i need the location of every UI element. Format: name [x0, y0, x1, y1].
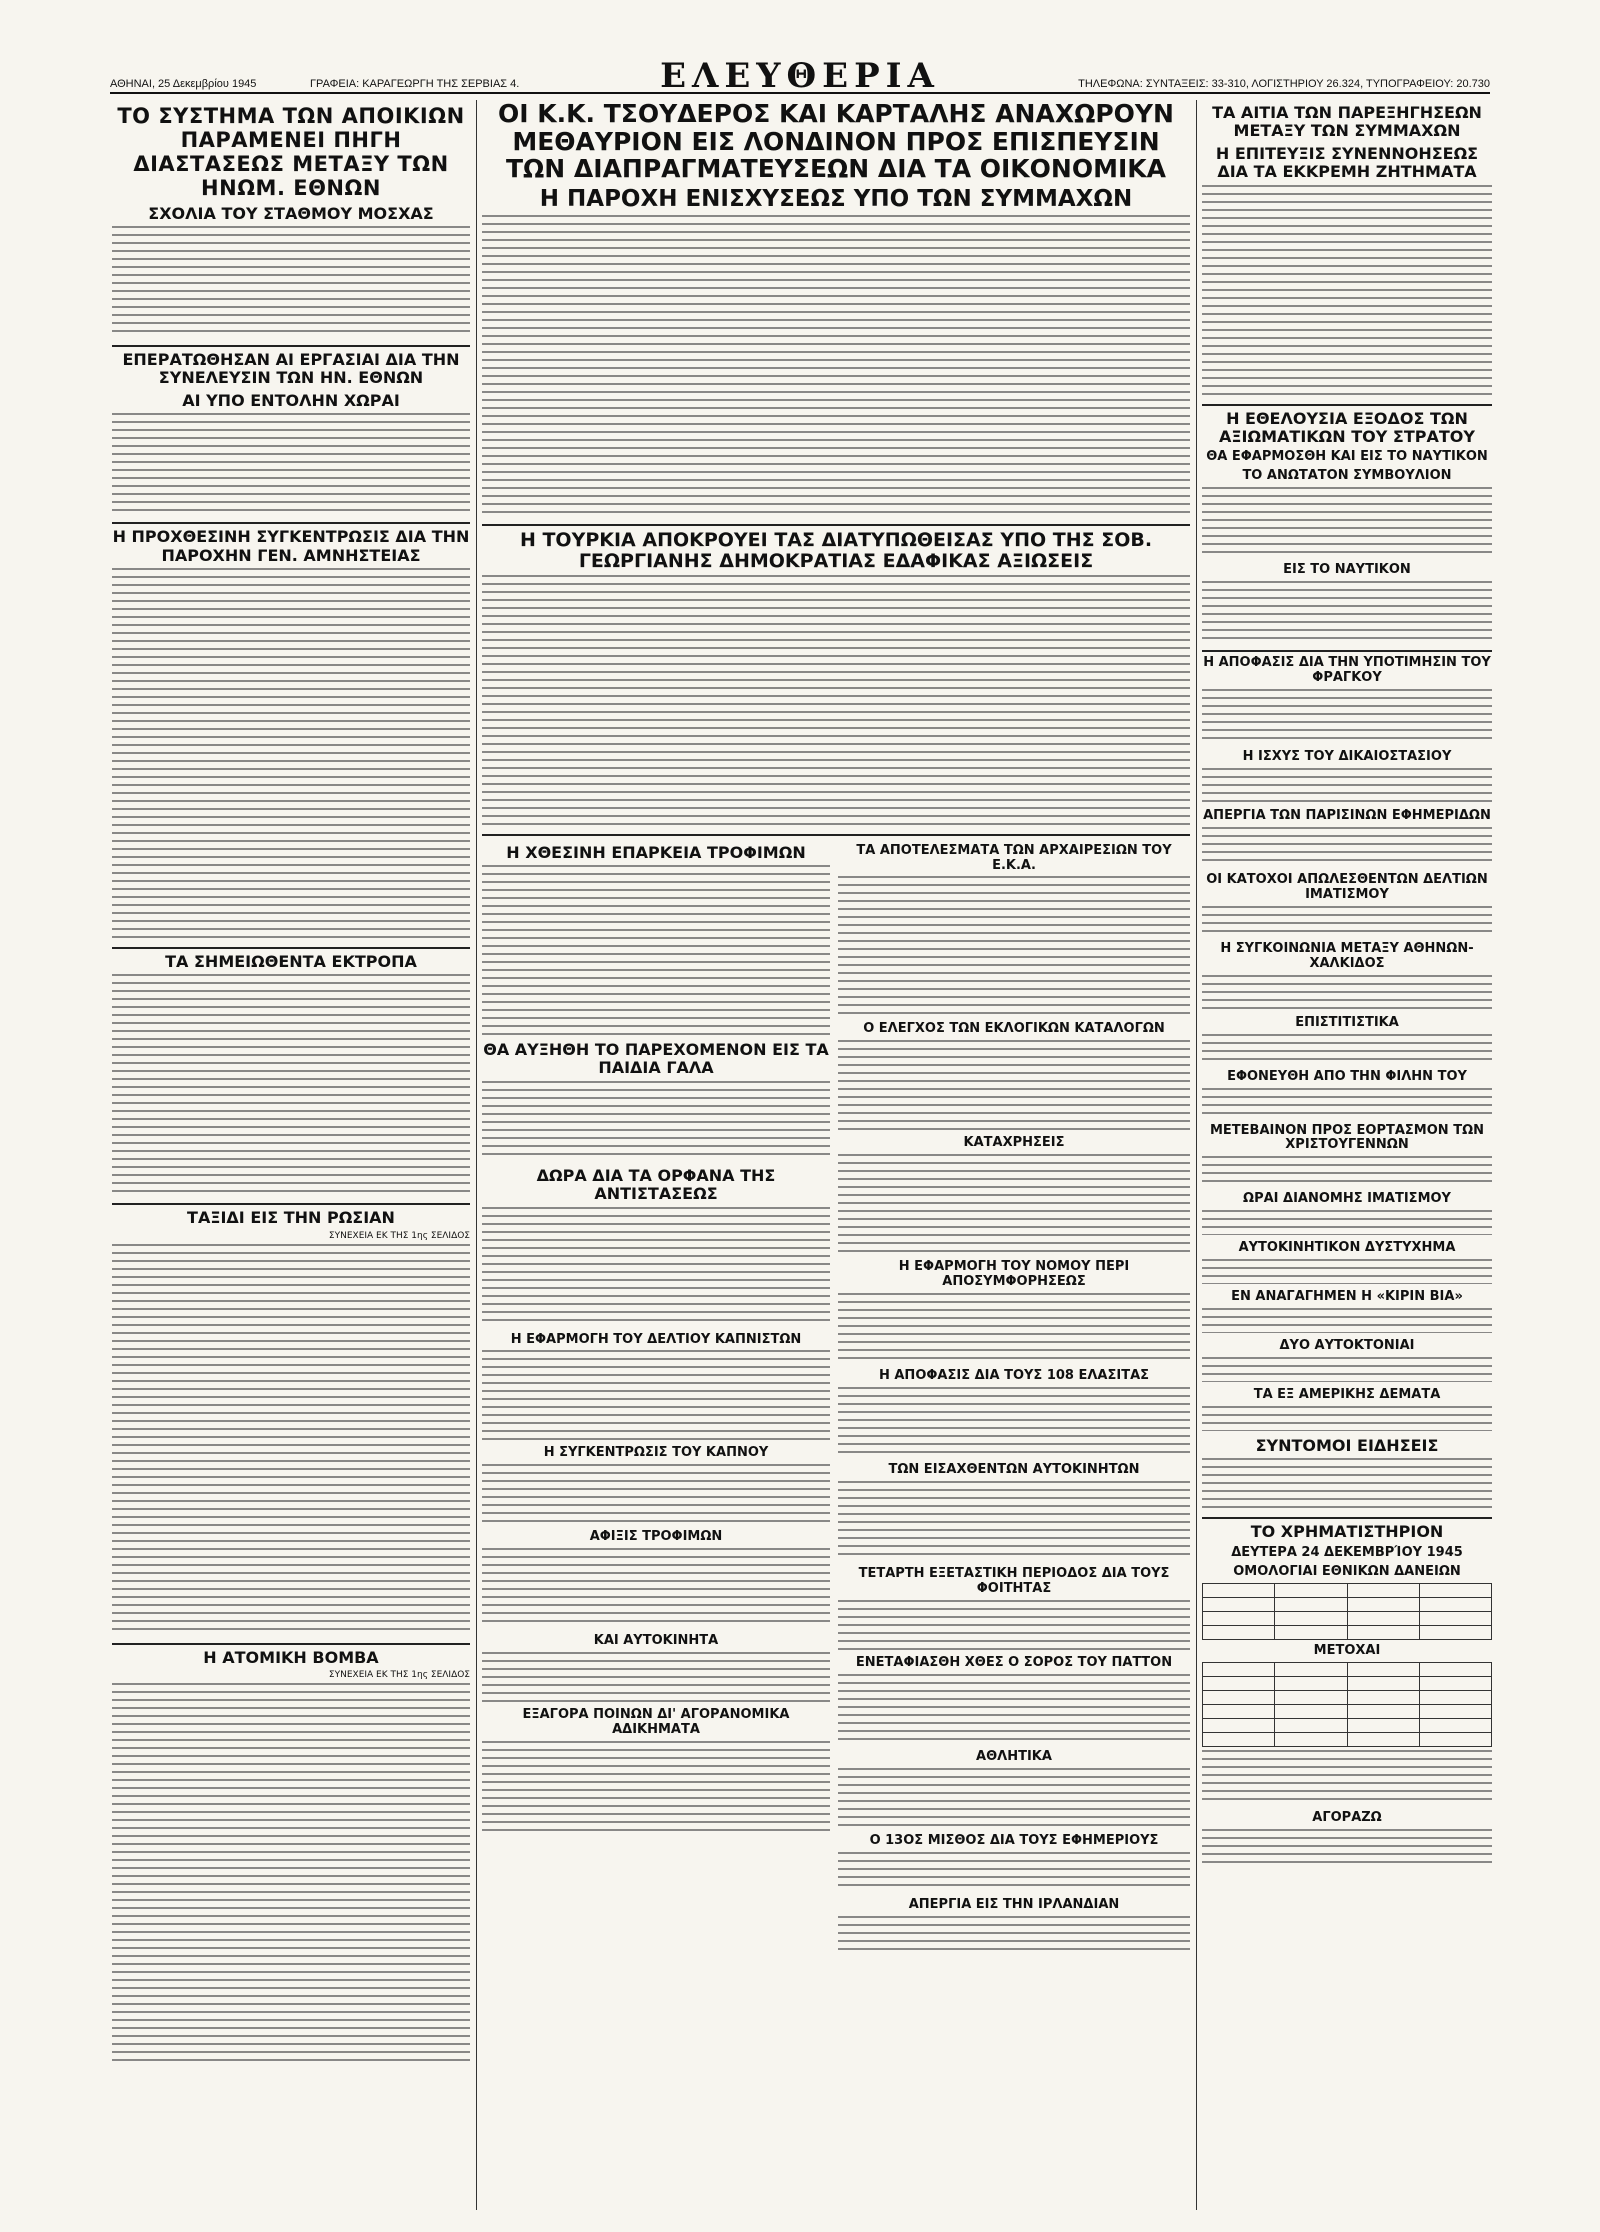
article-headline: Η ΙΣΧΥΣ ΤΟΥ ΔΙΚΑΙΟΣΤΑΣΙΟΥ [1242, 749, 1452, 765]
article-body [1202, 689, 1492, 744]
article-body [1202, 1259, 1492, 1284]
article-headline: ΘΑ ΑΥΞΗΘΗ ΤΟ ΠΑΡΕΧΟΜΕΝΟΝ ΕΙΣ ΤΑ ΠΑΙΔΙΑ ΓΑΛΑ [483, 1039, 829, 1078]
article-headline: Η ΕΦΑΡΜΟΓΗ ΤΟΥ ΔΕΛΤΙΟΥ ΚΑΠΝΙΣΤΩΝ [510, 1331, 802, 1347]
article-headline: ΑΥΤΟΚΙΝΗΤΙΚΟΝ ΔΥΣΤΥΧΗΜΑ [1238, 1240, 1456, 1256]
article-body [838, 876, 1190, 1016]
article-body [482, 1081, 830, 1161]
article-headline: ΤΟ ΣΥΣΤΗΜΑ ΤΩΝ ΑΠΟΙΚΙΩΝ ΠΑΡΑΜΕΝΕΙ ΠΗΓΗ ΔΙΑΣΤΑΣΕΩΣ ΜΕΤΑΞΥ ΤΩΝ ΗΝΩΜ. ΕΘΝΩΝ [117, 104, 465, 201]
left-column [112, 100, 470, 2220]
article-body [838, 1154, 1190, 1254]
article-allies [1202, 104, 1492, 406]
newspaper-title: ΕΛΕΥΘΕΡΙΑ [660, 56, 940, 96]
article-franc [1202, 656, 1492, 1519]
article-body [1202, 827, 1492, 867]
article-headline: Η ΧΘΕΣΙΝΗ ΕΠΑΡΚΕΙΑ ΤΡΟΦΙΜΩΝ [506, 842, 806, 862]
continuation-note: ΣΥΝΕΧΕΙΑ ΕΚ ΤΗΣ 1ης ΣΕΛΙΔΟΣ [328, 1670, 470, 1681]
article-body [838, 1768, 1190, 1828]
article-headline: ΤΑ ΑΠΟΤΕΛΕΣΜΑΤΑ ΤΩΝ ΑΡΧΑΙΡΕΣΙΩΝ ΤΟΥ Ε.Κ.Α. [856, 842, 1172, 873]
article-headline: ΚΑΤΑΧΡΗΣΕΙΣ [963, 1135, 1065, 1151]
article-headline: ΕΞΑΓΟΡΑ ΠΟΙΝΩΝ ΔΙ' ΑΓΟΡΑΝΟΜΙΚΑ ΑΔΙΚΗΜΑΤΑ [522, 1707, 790, 1738]
article-body [1202, 1156, 1492, 1186]
article-headline: ΩΡΑΙ ΔΙΑΝΟΜΗΣ ΙΜΑΤΙΣΜΟΥ [1243, 1191, 1451, 1207]
article-headline: ΤΟ ΧΡΗΜΑΤΙΣΤΗΡΙΟΝ [1250, 1522, 1444, 1542]
article-headline: ΕΦΟΝΕΥΘΗ ΑΠΟ ΤΗΝ ΦΙΛΗΝ ΤΟΥ [1227, 1068, 1467, 1084]
article-body [1202, 1088, 1492, 1118]
lead-story [482, 100, 1190, 526]
article-body [482, 575, 1190, 825]
article-headline: Η ΣΥΓΚΕΝΤΡΩΣΙΣ ΤΟΥ ΚΑΠΝΟΥ [543, 1445, 769, 1461]
article-body [112, 568, 470, 938]
table-row [1203, 1718, 1492, 1732]
article-body [838, 1481, 1190, 1561]
bonds-table [1202, 1583, 1492, 1640]
article-headline: ΤΑ ΕΞ ΑΜΕΡΙΚΗΣ ΔΕΜΑΤΑ [1253, 1387, 1441, 1403]
article-body [1202, 1210, 1492, 1235]
table-row [1203, 1583, 1492, 1597]
article-headline: Η ΑΠΟΦΑΣΙΣ ΔΙΑ ΤΗΝ ΥΠΟΤΙΜΗΣΙΝ ΤΟΥ ΦΡΑΓΚΟΥ [1203, 655, 1491, 686]
article-body [482, 1464, 830, 1524]
article-headline: ΑΘΛΗΤΙΚΑ [976, 1748, 1052, 1764]
article-body [112, 226, 470, 336]
article-body [482, 1652, 830, 1702]
article-headline: ΜΕΤΕΒΑΙΝΟΝ ΠΡΟΣ ΕΟΡΤΑΣΜΟΝ ΤΩΝ ΧΡΙΣΤΟΥΓΕΝΝΩΝ [1209, 1122, 1485, 1153]
phone-line: ΤΗΛΕΦΩΝΑ: ΣΥΝΤΑΞΕΙΣ: 33-310, ΛΟΓΙΣΤΗΡΙΟΥ 26.324, ΤΥΠΟΓΡΑΦΕΙΟΥ: 20.730 [1078, 78, 1490, 90]
article-headline: ΑΦΙΞΙΣ ΤΡΟΦΙΜΩΝ [589, 1529, 723, 1545]
article-headline: ΤΑ ΣΗΜΕΙΩΘΕΝΤΑ ΕΚΤΡΟΠΑ [165, 951, 417, 971]
article-headline: Ο 13ΟΣ ΜΙΣΘΟΣ ΔΙΑ ΤΟΥΣ ΕΦΗΜΕΡΙΟΥΣ [869, 1832, 1159, 1848]
article-headline: ΕΝΕΤΑΦΙΑΣΘΗ ΧΘΕΣ Ο ΣΟΡΟΣ ΤΟΥ ΠΑΤΤΟΝ [855, 1654, 1173, 1670]
article-body [1202, 185, 1492, 395]
continuation-note: ΣΥΝΕΧΕΙΑ ΕΚ ΤΗΣ 1ης ΣΕΛΙΔΟΣ [328, 1230, 470, 1241]
article-body [482, 1548, 830, 1628]
table-row [1203, 1704, 1492, 1718]
article-headline: ΣΥΝΤΟΜΟΙ ΕΙΔΗΣΕΙΣ [1255, 1436, 1439, 1456]
article-body [1202, 906, 1492, 936]
exchange-date: ΔΕΥΤΕΡΑ 24 ΔΕΚΕΜΒΡΊΟΥ 1945 [1231, 1544, 1463, 1560]
article-amnesty [112, 528, 470, 949]
article-headline: ΕΠΕΡΑΤΩΘΗΣΑΝ ΑΙ ΕΡΓΑΣΙΑΙ ΔΙΑ ΤΗΝ ΣΥΝΕΛΕΥΣΙΝ ΤΩΝ ΗΝ. ΕΘΝΩΝ [122, 349, 460, 388]
table-row [1203, 1676, 1492, 1690]
table-row [1203, 1732, 1492, 1746]
article-turkey [482, 530, 1190, 836]
article-body [838, 1387, 1190, 1457]
article-subheadline: ΣΧΟΛΙΑ ΤΟΥ ΣΤΑΘΜΟΥ ΜΟΣΧΑΣ [148, 203, 434, 223]
news-column [838, 840, 1190, 1962]
table-row [1203, 1597, 1492, 1611]
food-column [482, 840, 830, 1838]
section-label: ΜΕΤΟΧΑΙ [1313, 1642, 1381, 1658]
section-label: ΕΙΣ ΤΟ ΝΑΥΤΙΚΟΝ [1283, 562, 1411, 578]
right-column [1202, 100, 1492, 2220]
article-body [1202, 1406, 1492, 1431]
article-headline: Η ΑΠΟΦΑΣΙΣ ΔΙΑ ΤΟΥΣ 108 ΕΛΑΣΙΤΑΣ [878, 1368, 1150, 1384]
article-headline: ΔΩΡΑ ΔΙΑ ΤΑ ΟΡΦΑΝΑ ΤΗΣ ΑΝΤΙΣΤΑΣΕΩΣ [536, 1165, 776, 1204]
article-body [838, 1040, 1190, 1130]
article-body [1202, 768, 1492, 803]
table-row [1203, 1690, 1492, 1704]
article-headline: ΑΠΕΡΓΙΑ ΤΩΝ ΠΑΡΙΣΙΝΩΝ ΕΦΗΜΕΡΙΔΩΝ [1203, 807, 1491, 823]
article-body [1202, 1034, 1492, 1064]
article-headline: ΚΑΙ ΑΥΤΟΚΙΝΗΤΑ [593, 1633, 719, 1649]
article-headline: ΤΑ ΑΙΤΙΑ ΤΩΝ ΠΑΡΕΞΗΓΗΣΕΩΝ ΜΕΤΑΞΥ ΤΩΝ ΣΥΜΜΑΧΩΝ [1212, 103, 1482, 141]
article-body [482, 1207, 830, 1327]
table-row [1203, 1662, 1492, 1676]
article-body [1202, 975, 1492, 1010]
article-body [838, 1293, 1190, 1363]
article-body [112, 1683, 470, 2063]
column-rule [476, 100, 477, 2210]
article-incidents [112, 953, 470, 1205]
article-body [838, 1916, 1190, 1956]
article-headline: ΑΠΕΡΓΙΑ ΕΙΣ ΤΗΝ ΙΡΛΑΝΔΙΑΝ [908, 1896, 1120, 1912]
article-colonies [112, 104, 470, 347]
article-headline: ΕΝ ΑΝΑΓΑΓΗΜΕΝ Η «ΚΙΡΙΝ ΒΙΑ» [1231, 1289, 1463, 1305]
article-body [1202, 1458, 1492, 1508]
classified-ad: ΑΓΟΡΑΖΩ [1312, 1809, 1382, 1825]
article-body [838, 1674, 1190, 1744]
article-trip-russia [112, 1209, 470, 1644]
article-headline: ΟΙ ΚΑΤΟΧΟΙ ΑΠΩΛΕΣΘΕΝΤΩΝ ΔΕΛΤΙΩΝ ΙΜΑΤΙΣΜΟΥ [1206, 871, 1488, 902]
article-body [112, 1244, 470, 1634]
column-rule [1196, 100, 1197, 2210]
article-headline: Η ΠΡΟΧΘΕΣΙΝΗ ΣΥΓΚΕΝΤΡΩΣΙΣ ΔΙΑ ΤΗΝ ΠΑΡΟΧΗΝ ΓΕΝ. ΑΜΝΗΣΤΕΙΑΣ [112, 527, 470, 565]
article-headline: ΤΕΤΑΡΤΗ ΕΞΕΤΑΣΤΙΚΗ ΠΕΡΙΟΔΟΣ ΔΙΑ ΤΟΥΣ ΦΟΙΤΗΤΑΣ [858, 1566, 1170, 1597]
article-officers [1202, 410, 1492, 653]
article-body [1202, 581, 1492, 641]
article-atomic-bomb [112, 1649, 470, 2063]
lead-subheadline: Η ΠΑΡΟΧΗ ΕΝΙΣΧΥΣΕΩΣ ΥΠΟ ΤΩΝ ΣΥΜΜΑΧΩΝ [539, 185, 1133, 212]
article-headline: Η ΑΤΟΜΙΚΗ ΒΟΜΒΑ [203, 1647, 379, 1667]
article-body [482, 215, 1190, 515]
article-body [838, 1600, 1190, 1650]
lead-headline: ΟΙ Κ.Κ. ΤΣΟΥΔΕΡΟΣ ΚΑΙ ΚΑΡΤΑΛΗΣ ΑΝΑΧΩΡΟΥΝ ΜΕΘΑΥΡΙΟΝ ΕΙΣ ΛΟΝΔΙΝΟΝ ΠΡΟΣ ΕΠΙΣΠΕΥΣΙΝ ΤΩΝ ΔΙΑΠΡΑΓΜΑΤΕΥΣΕΩΝ ΔΙΑ ΤΑ ΟΙΚΟΝΟΜΙΚΑ [498, 100, 1174, 183]
article-headline: ΔΥΟ ΑΥΤΟΚΤΟΝΙΑΙ [1279, 1338, 1415, 1354]
shares-table [1202, 1662, 1492, 1747]
article-body [1202, 1829, 1492, 1869]
table-row [1203, 1611, 1492, 1625]
office-line: ΓΡΑΦΕΙΑ: ΚΑΡΑΓΕΩΡΓΗ ΤΗΣ ΣΕΡΒΙΑΣ 4. [310, 78, 520, 90]
article-headline: Η ΕΦΑΡΜΟΓΗ ΤΟΥ ΝΟΜΟΥ ΠΕΡΙ ΑΠΟΣΥΜΦΟΡΗΣΕΩΣ [898, 1259, 1130, 1290]
date-line: ΑΘΗΝΑΙ, 25 Δεκεμβρίου 1945 [110, 78, 257, 90]
article-headline: Η ΕΘΕΛΟΥΣΙΑ ΕΞΟΔΟΣ ΤΩΝ ΑΞΙΩΜΑΤΙΚΩΝ ΤΟΥ ΣΤΡΑΤΟΥ [1219, 408, 1475, 446]
article-subheadline: ΘΑ ΕΦΑΡΜΟΣΘΗ ΚΑΙ ΕΙΣ ΤΟ ΝΑΥΤΙΚΟΝ [1206, 449, 1488, 465]
article-headline: Ο ΕΛΕΓΧΟΣ ΤΩΝ ΕΚΛΟΓΙΚΩΝ ΚΑΤΑΛΟΓΩΝ [863, 1021, 1165, 1037]
article-body [482, 865, 830, 1035]
article-headline: ΤΑΞΙΔΙ ΕΙΣ ΤΗΝ ΡΩΣΙΑΝ [187, 1208, 395, 1228]
article-body [112, 974, 470, 1194]
article-headline: Η ΤΟΥΡΚΙΑ ΑΠΟΚΡΟΥΕΙ ΤΑΣ ΔΙΑΤΥΠΩΘΕΙΣΑΣ ΥΠΟ ΤΗΣ ΣΟΒ. ΓΕΩΡΓΙΑΝΗΣ ΔΗΜΟΚΡΑΤΙΑΣ ΕΔΑΦΙΚΑΣ ΑΞΙΩΣΕΙΣ [519, 528, 1153, 572]
masthead [110, 58, 1490, 94]
article-body [112, 413, 470, 513]
article-body [482, 1350, 830, 1440]
table-row [1203, 1625, 1492, 1639]
section-label: ΟΜΟΛΟΓΙΑΙ ΕΘΝΙΚΩΝ ΔΑΝΕΙΩΝ [1233, 1563, 1461, 1579]
lower-center [482, 840, 1190, 2160]
article-subheadline: Η ΕΠΙΤΕΥΞΙΣ ΣΥΝΕΝΝΟΗΣΕΩΣ ΔΙΑ ΤΑ ΕΚΚΡΕΜΗ ΖΗΤΗΜΑΤΑ [1215, 143, 1479, 182]
article-body [838, 1852, 1190, 1892]
article-un-assembly [112, 351, 470, 524]
section-label: ΤΟ ΑΝΩΤΑΤΟΝ ΣΥΜΒΟΥΛΙΟΝ [1242, 468, 1452, 484]
article-headline: ΤΩΝ ΕΙΣΑΧΘΕΝΤΩΝ ΑΥΤΟΚΙΝΗΤΩΝ [888, 1462, 1140, 1478]
article-subheadline: ΑΙ ΥΠΟ ΕΝΤΟΛΗΝ ΧΩΡΑΙ [182, 390, 400, 410]
center-section [482, 100, 1190, 2220]
article-headline: ΕΠΙΣΤΙΤΙΣΤΙΚΑ [1295, 1014, 1399, 1030]
article-body [1202, 1357, 1492, 1382]
article-body [1202, 1308, 1492, 1333]
article-body [482, 1741, 830, 1831]
stock-exchange [1202, 1523, 1492, 1868]
article-body [1202, 487, 1492, 557]
article-headline: Η ΣΥΓΚΟΙΝΩΝΙΑ ΜΕΤΑΞΥ ΑΘΗΝΩΝ-ΧΑΛΚΙΔΟΣ [1220, 940, 1474, 971]
article-body [1202, 1750, 1492, 1805]
